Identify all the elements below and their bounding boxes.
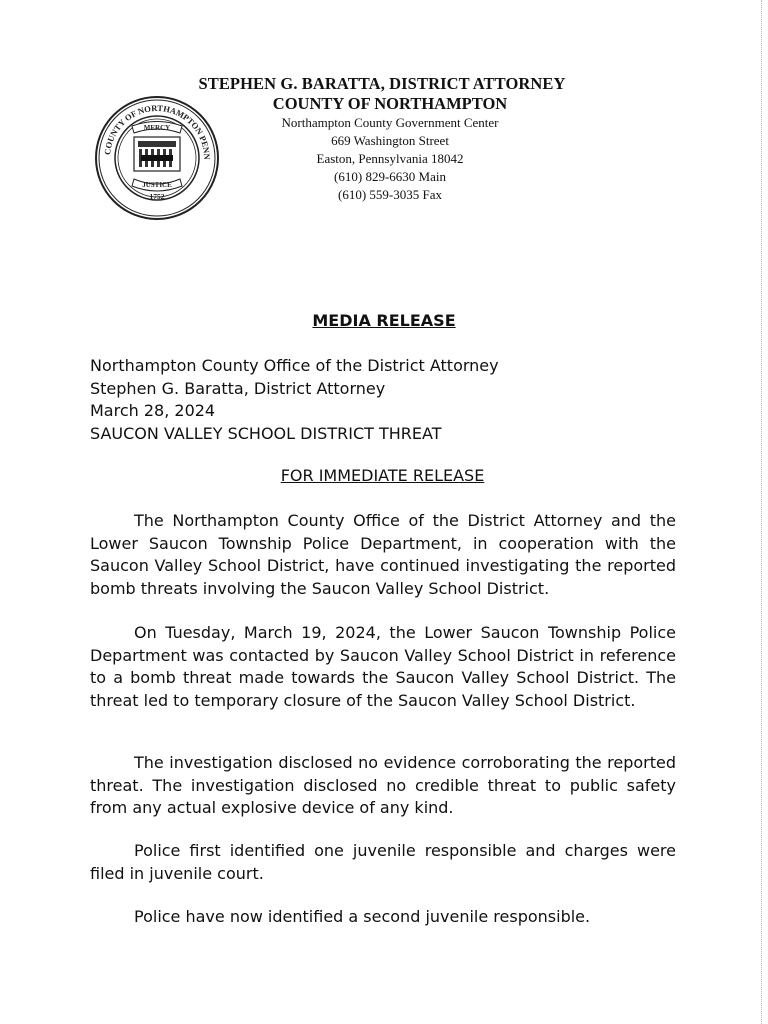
- letterhead: [160, 74, 604, 204]
- letterhead-title: STEPHEN G. BARATTA, DISTRICT ATTORNEY: [198, 74, 566, 93]
- release-date: March 28, 2024: [90, 401, 216, 420]
- letterhead-city: Easton, Pennsylvania 18042: [316, 151, 464, 166]
- release-header: [90, 355, 690, 445]
- body-paragraph-2: On Tuesday, March 19, 2024, the Lower Saucon Township Police Department was contacted by Saucon Valley School District in reference to a bomb threat made towards the Saucon Valley School District. The threat led to temporary closure of the Saucon Valley School District.: [90, 623, 676, 710]
- release-office: Northampton County Office of the District Attorney: [90, 356, 499, 375]
- letterhead-county: COUNTY OF NORTHAMPTON: [272, 94, 508, 113]
- release-subject: SAUCON VALLEY SCHOOL DISTRICT THREAT: [90, 423, 442, 443]
- seal-ring-text: COUNTY OF NORTHAMPTON PENN: [102, 102, 213, 160]
- body-paragraph-5: Police have now identified a second juvenile responsible.: [134, 907, 591, 926]
- seal-mercy-text: MERCY: [143, 124, 171, 132]
- immediate-release-label: FOR IMMEDIATE RELEASE: [280, 466, 485, 485]
- page-edge-line: [761, 0, 762, 1024]
- body-paragraph-4: Police first identified one juvenile responsible and charges were filed in juvenile court.: [90, 841, 676, 883]
- release-attorney: Stephen G. Baratta, District Attorney: [90, 378, 386, 398]
- media-release-heading: MEDIA RELEASE: [312, 311, 456, 330]
- seal-justice-text: JUSTICE: [142, 181, 172, 189]
- seal-year-text: 1752: [149, 192, 165, 201]
- letterhead-phone-main: (610) 829-6630 Main: [334, 169, 446, 184]
- body-paragraph-3: The investigation disclosed no evidence corroborating the reported threat. The investigation disclosed no credible threat to public safety from any actual explosive device of any kind.: [90, 753, 676, 817]
- letterhead-building: Northampton County Government Center: [281, 115, 499, 130]
- letterhead-street: 669 Washington Street: [331, 133, 449, 148]
- letterhead-phone-fax: (610) 559-3035 Fax: [338, 187, 442, 202]
- body-paragraph-1: The Northampton County Office of the District Attorney and the Lower Saucon Township Police Department, in cooperation with the Saucon Valley School District, have continued investigating the reported bomb threats involving the Saucon Valley School District.: [90, 511, 676, 598]
